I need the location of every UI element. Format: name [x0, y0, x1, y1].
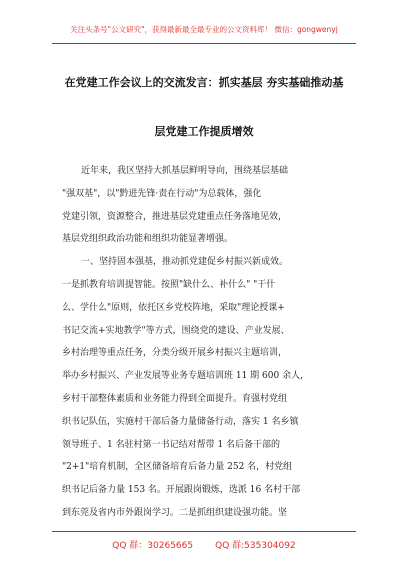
paragraph-line: 举办乡村振兴、产业发展等业务专题培训班 11 期 600 余人，: [62, 371, 310, 382]
footer: [0, 538, 408, 551]
paragraph-line: "2+1"培育机制，全区储备培育后备力量 252 名，村党组: [62, 462, 293, 473]
footer-qq-group-2: QQ 群:535304092: [215, 541, 296, 551]
paragraph-line: 近年来，我区坚持大抓基层鲜明导向，围绕基层基础: [81, 166, 289, 176]
paragraph-line: 一是抓教育培训提智能。按照"缺什么、补什么" "干什: [62, 279, 276, 290]
footer-qq-group-1: QQ 群：30265665: [112, 541, 194, 551]
paragraph-line: 领导班子、1 名驻村第一书记结对帮带 1 名后备干部的: [62, 439, 281, 450]
paragraph-line: 到东莞及省内市外跟岗学习。二是抓组织建设强功能。坚: [62, 507, 288, 518]
paragraph-line: 党建引领，资源整合，推进基层党建重点任务落地见效，: [62, 211, 288, 222]
paragraph-line: "强双基"，以"黔进先锋·责在行动"为总载体，强化: [62, 188, 262, 199]
footer-divider: [52, 531, 356, 532]
paragraph-line: 书记交流+实地教学"等方式，围绕党的建设、产业发展、: [62, 325, 290, 336]
document-title-line-1: 在党建工作会议上的交流发言：抓实基层 夯实基础推动基: [64, 76, 344, 89]
header-divider: [52, 43, 356, 44]
section-heading-line: 一、坚持固本强基，推动抓党建促乡村振兴新成效。: [81, 257, 289, 268]
paragraph-line: 乡村干部整体素质和业务能力得到全面提升。育强村党组: [62, 393, 288, 404]
paragraph-line: 基层党组织政治功能和组织功能显著增强。: [62, 234, 234, 245]
paragraph-line: 么、学什么"原则，依托区乡党校阵地，采取"理论授课+: [62, 302, 285, 313]
paragraph-line: 织书记后备力量 153 名。开展跟岗锻炼，选派 16 名村干部: [62, 485, 301, 496]
paragraph-line: 织书记队伍，实施村干部后备力量储备行动，落实 1 名乡镇: [62, 416, 299, 427]
document-title-line-2: 层党建工作提质增效: [154, 125, 254, 138]
header-banner: 关注头条号"公文研究"，获得最新最全最专业的公文资料库！ 微信：gongwenyj: [70, 25, 338, 34]
paragraph-line: 乡村治理等重点任务，分类分级开展乡村振兴主题培训，: [62, 348, 288, 359]
document-body: [62, 160, 350, 525]
